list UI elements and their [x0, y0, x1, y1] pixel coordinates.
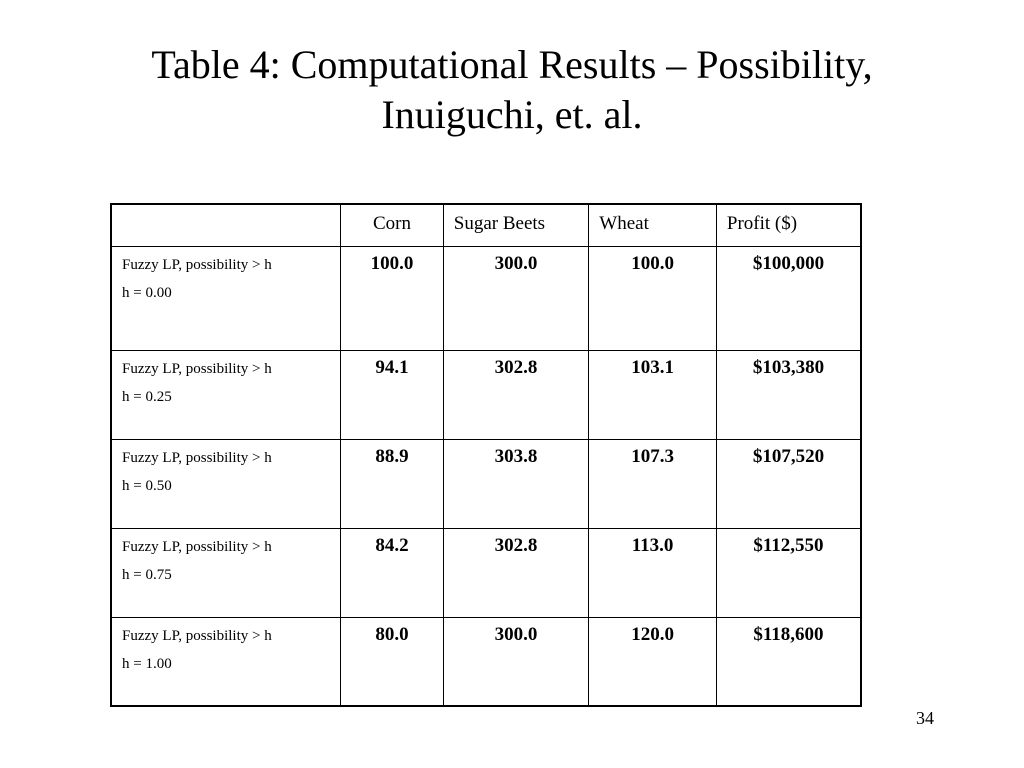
header-cell-sugar-beets: Sugar Beets: [443, 204, 589, 246]
row-label-h-value: h = 0.25: [122, 388, 172, 405]
cell-corn: 80.0: [341, 617, 444, 706]
row-label: [111, 528, 341, 617]
table-row: [111, 439, 861, 528]
cell-sugar-beets: 300.0: [443, 617, 589, 706]
cell-profit: $118,600: [716, 617, 861, 706]
row-label-h-value: h = 0.50: [122, 477, 172, 494]
cell-corn: 88.9: [341, 439, 444, 528]
cell-wheat: 107.3: [589, 439, 717, 528]
cell-corn: 94.1: [341, 350, 444, 439]
table-row: [111, 246, 861, 350]
cell-corn: 100.0: [341, 246, 444, 350]
cell-profit: $103,380: [716, 350, 861, 439]
cell-wheat: 103.1: [589, 350, 717, 439]
row-label-h-value: h = 1.00: [122, 655, 172, 672]
cell-sugar-beets: 302.8: [443, 350, 589, 439]
slide-title-line-1: Table 4: Computational Results – Possibility,: [151, 42, 873, 87]
cell-sugar-beets: 303.8: [443, 439, 589, 528]
row-label: [111, 617, 341, 706]
page-number: 34: [916, 708, 934, 728]
row-label-method: Fuzzy LP, possibility > h: [122, 256, 272, 273]
header-cell-corn: Corn: [341, 204, 444, 246]
row-label: [111, 246, 341, 350]
row-label-h-value: h = 0.75: [122, 566, 172, 583]
header-cell-wheat: Wheat: [589, 204, 717, 246]
row-label-method: Fuzzy LP, possibility > h: [122, 538, 272, 555]
row-label-method: Fuzzy LP, possibility > h: [122, 627, 272, 644]
cell-wheat: 113.0: [589, 528, 717, 617]
cell-corn: 84.2: [341, 528, 444, 617]
cell-wheat: 120.0: [589, 617, 717, 706]
cell-profit: $107,520: [716, 439, 861, 528]
table-row: [111, 528, 861, 617]
cell-profit: $100,000: [716, 246, 861, 350]
cell-wheat: 100.0: [589, 246, 717, 350]
cell-sugar-beets: 302.8: [443, 528, 589, 617]
row-label: [111, 439, 341, 528]
header-cell-empty: [111, 204, 341, 246]
header-cell-profit: Profit ($): [716, 204, 861, 246]
table-row: [111, 350, 861, 439]
row-label: [111, 350, 341, 439]
row-label-method: Fuzzy LP, possibility > h: [122, 360, 272, 377]
row-label-h-value: h = 0.00: [122, 284, 172, 301]
cell-sugar-beets: 300.0: [443, 246, 589, 350]
cell-profit: $112,550: [716, 528, 861, 617]
slide-title-line-2: Inuiguchi, et. al.: [381, 92, 643, 137]
table-header-row: [111, 204, 861, 246]
results-table: [110, 203, 862, 707]
row-label-method: Fuzzy LP, possibility > h: [122, 449, 272, 466]
table-row: [111, 617, 861, 706]
slide-title: [0, 40, 1024, 140]
